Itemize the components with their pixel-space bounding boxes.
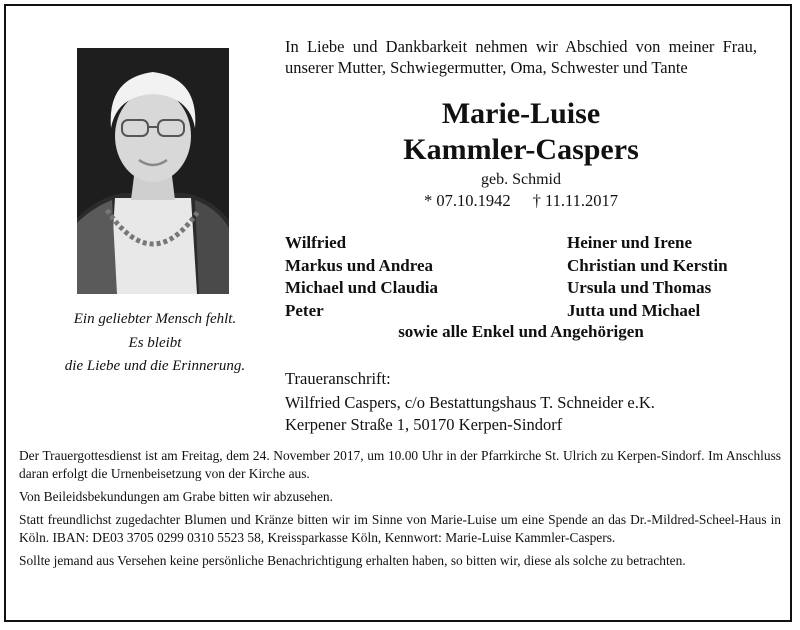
mourners-left-column bbox=[285, 232, 438, 322]
mourner-name: Wilfried bbox=[285, 233, 347, 252]
notice-body bbox=[19, 447, 781, 575]
birth-name: geb. Schmid bbox=[481, 171, 561, 188]
mourning-address bbox=[285, 392, 655, 436]
mourner-name: Christian und Kerstin bbox=[567, 255, 728, 275]
mourners-closing: sowie alle Enkel und Angehörigen bbox=[398, 322, 644, 341]
service-notice: Der Trauergottesdienst ist am Freitag, dem 24. November 2017, um 10.00 Uhr in der Pfarrkirche St. Ulrich zu Kerpen-Sindorf. Im Anschluss daran erfolgt die Urnenbeisetzung von der Kirche aus. bbox=[19, 448, 781, 481]
address-line: Kerpener Straße 1, 50170 Kerpen-Sindorf bbox=[285, 415, 563, 434]
address-label: Traueranschrift: bbox=[285, 369, 391, 388]
mourners-right-column bbox=[567, 232, 728, 322]
last-name: Kammler-Caspers bbox=[403, 133, 639, 166]
memorial-quote bbox=[40, 308, 270, 379]
mourner-name: Jutta und Michael bbox=[567, 300, 701, 320]
intro-text: In Liebe und Dankbarkeit nehmen wir Abschied von meiner Frau, unserer Mutter, Schwiegermutter, Oma, Schwester und Tante bbox=[285, 37, 757, 77]
mourner-name: Heiner und Irene bbox=[567, 233, 692, 252]
address-line: Wilfried Caspers, c/o Bestattungshaus T. Schneider e.K. bbox=[285, 393, 655, 412]
notification-notice: Sollte jemand aus Versehen keine persönliche Benachrichtigung erhalten haben, so bitten wir, diese als solche zu betrachten. bbox=[19, 553, 686, 568]
mourner-name: Peter bbox=[285, 300, 324, 320]
death-date: † 11.11.2017 bbox=[532, 191, 619, 210]
mourner-name: Markus und Andrea bbox=[285, 255, 434, 275]
donation-notice: Statt freundlichst zugedachter Blumen und Kränze bitten wir im Sinne von Marie-Luise um eine Spende an das Dr.-Mildred-Scheel-Haus in Köln. IBAN: DE03 3705 0299 0310 5523 58, Kreissparkasse Köln, Kennwort: Marie-Luise Kammler-Caspers. bbox=[19, 512, 781, 545]
deceased-name bbox=[285, 96, 757, 168]
quote-line: die Liebe und die Erinnerung. bbox=[64, 358, 246, 374]
mourner-name: Michael und Claudia bbox=[285, 278, 439, 297]
mourner-name: Ursula und Thomas bbox=[567, 278, 712, 297]
portrait-photo bbox=[77, 48, 229, 294]
birth-date: * 07.10.1942 bbox=[423, 191, 511, 210]
first-name: Marie-Luise bbox=[441, 97, 601, 130]
quote-line: Es bleibt bbox=[128, 334, 182, 351]
quote-line: Ein geliebter Mensch fehlt. bbox=[73, 311, 237, 327]
life-dates bbox=[285, 191, 757, 211]
condolence-notice: Von Beileidsbekundungen am Grabe bitten wir abzusehen. bbox=[19, 489, 333, 504]
